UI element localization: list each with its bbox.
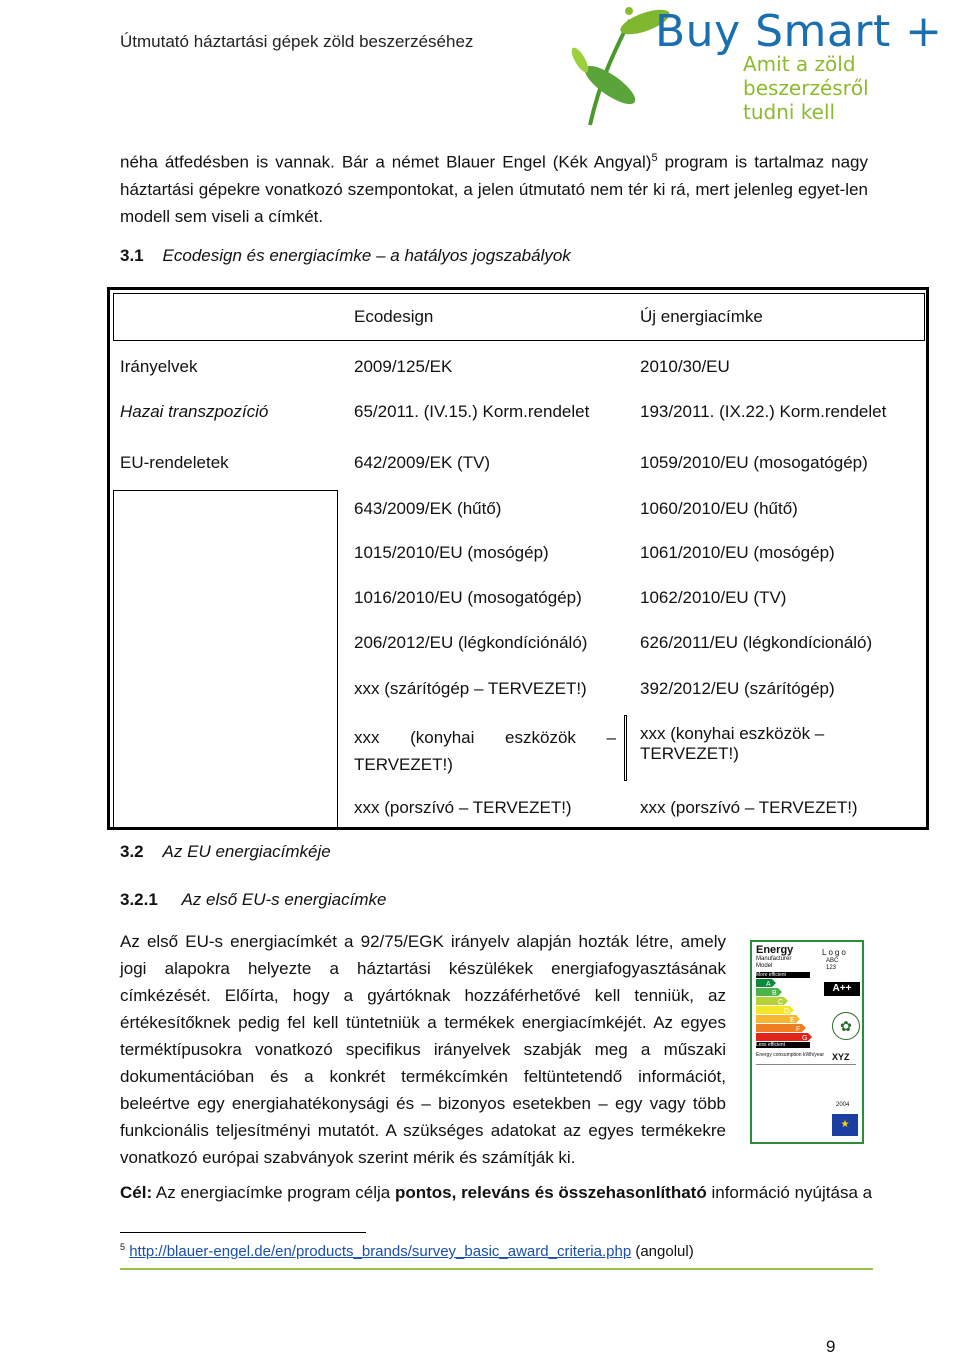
- table-divider: [624, 715, 627, 781]
- table-cell: 642/2009/EK (TV): [354, 453, 491, 472]
- table-label-column-box: [113, 490, 338, 828]
- page-number: 9: [826, 1337, 836, 1356]
- table-cell: 2010/30/EU: [640, 357, 730, 376]
- footnote-link[interactable]: http://blauer-engel.de/en/products_brands/survey_basic_award_criteria.php: [129, 1243, 632, 1260]
- energy-class-letter: D: [784, 1008, 790, 1015]
- col-header-energy-label: Új energiacímke: [640, 307, 763, 326]
- section-heading-3-2-1: 3.2.1 Az első EU-s energiacímke: [120, 890, 387, 909]
- eco-flower-icon: ✿: [832, 1012, 860, 1040]
- table-cell: 643/2009/EK (hűtő): [354, 499, 502, 518]
- table-cell: 206/2012/EU (légkondíciónáló): [354, 633, 588, 652]
- eu-flag-icon: ★: [832, 1114, 858, 1136]
- col-header-ecodesign: Ecodesign: [354, 307, 434, 326]
- energy-class-bar: [756, 997, 788, 1005]
- energy-label-image: Energy Manufacturer Model Logo ABC 123 More efficient A B C D E F G A++ ✿ Less efficient Energy consumption kWh/year XYZ 2004 ★: [750, 940, 864, 1144]
- energy-rating-badge: A++: [824, 982, 860, 996]
- logo-tagline: Amit a zöld beszerzésről tudni kell: [743, 52, 869, 124]
- paragraph-energy-label: Az első EU-s energiacímkét a 92/75/EGK irányelv alapján hozták létre, amely jogi alapokra helyezte a háztartási készülékek energiafogyasztásának címkézését. Előírta, hogy a gyártóknak hozzáférhetővé kell tenniük, az értékesítőknek pedig fel kell tüntetniük a termékek energiacímkéjét. Az egyes terméktípusokra vonatkozó specifikus irányelvek szabják meg a műszaki dokumentációban és a konkrét termékcímkén feltüntetendő információt, beleértve egy energiahatékonysági és – bizonyos esetekben – egy vagy több funkcionális teljesítményi mutatót. A szükséges adatokat az egyes termékekre vonatkozó európai szabványok szerint mérik és számítják ki.: [120, 932, 726, 1167]
- section-heading-3-2: 3.2 Az EU energiacímkéje: [120, 842, 331, 861]
- energy-class-bars: [756, 979, 826, 1049]
- row-label-hazai: Hazai transzpozíció: [120, 402, 269, 421]
- energy-class-letter: B: [772, 990, 777, 997]
- section-heading-3-1: 3.1 Ecodesign és energiacímke – a hatályos jogszabályok: [120, 246, 571, 265]
- bottom-rule: [120, 1268, 873, 1270]
- table-cell: xxx (porszívó – TERVEZET!): [354, 798, 572, 817]
- table-cell: 2009/125/EK: [354, 357, 453, 376]
- table-cell: 1016/2010/EU (mosogatógép): [354, 588, 582, 607]
- energy-class-letter: C: [778, 999, 784, 1006]
- table-cell: 1059/2010/EU (mosogatógép): [640, 453, 868, 472]
- energy-class-letter: G: [802, 1035, 808, 1042]
- footnote-separator: [120, 1232, 366, 1233]
- row-label-eu-rendeletek: EU-rendeletek: [120, 453, 229, 472]
- table-cell: xxx (konyhai eszközök – TERVEZET!): [354, 728, 616, 774]
- table-cell: 626/2011/EU (légkondícionáló): [640, 633, 873, 652]
- energy-class-letter: E: [790, 1017, 795, 1024]
- running-header: Útmutató háztartási gépek zöld beszerzéséhez: [120, 32, 474, 51]
- table-cell: xxx (szárítógép – TERVEZET!): [354, 679, 587, 698]
- table-cell: 1061/2010/EU (mosógép): [640, 543, 835, 562]
- footnote: $^5$ http://blauer-engel.de/en/products_brands/survey_basic_award_criteria.php (angolul): [120, 1242, 694, 1260]
- row-label-iranyelvek: Irányelvek: [120, 357, 198, 376]
- table-cell: 392/2012/EU (szárítógép): [640, 679, 835, 698]
- table-cell: xxx (porszívó – TERVEZET!): [640, 798, 858, 817]
- paragraph-goal: Cél: Az energiacímke program célja pontos, releváns és összehasonlítható információ nyújtása a: [120, 1183, 873, 1202]
- table-header-row: [113, 293, 925, 341]
- buy-smart-logo: [555, 0, 960, 130]
- table-cell: 65/2011. (IV.15.) Korm.rendelet: [354, 402, 590, 421]
- energy-class-bar: [756, 988, 782, 996]
- table-cell: 1015/2010/EU (mosógép): [354, 543, 549, 562]
- paragraph-intro: néha átfedésben is vannak. Bár a német Blauer Engel (Kék Angyal)$^5$ program is tartalmaz nagy háztartási gépekre vonatkozó szempontokat, a jelen útmutató nem tér ki rá, mert jelenleg egyet-len modell sem viseli a címkét.: [120, 152, 869, 226]
- energy-class-letter: A: [766, 981, 771, 988]
- table-cell: xxx (konyhai eszközök – TERVEZET!): [640, 724, 825, 763]
- table-cell: 1060/2010/EU (hűtő): [640, 499, 798, 518]
- energy-class-letter: F: [796, 1026, 801, 1033]
- table-cell: 193/2011. (IX.22.) Korm.rendelet: [640, 402, 887, 421]
- legislation-table: [107, 287, 929, 830]
- table-cell: 1062/2010/EU (TV): [640, 588, 787, 607]
- footnote-ref[interactable]: 5: [651, 152, 658, 164]
- logo-brand: Buy Smart +: [655, 6, 943, 57]
